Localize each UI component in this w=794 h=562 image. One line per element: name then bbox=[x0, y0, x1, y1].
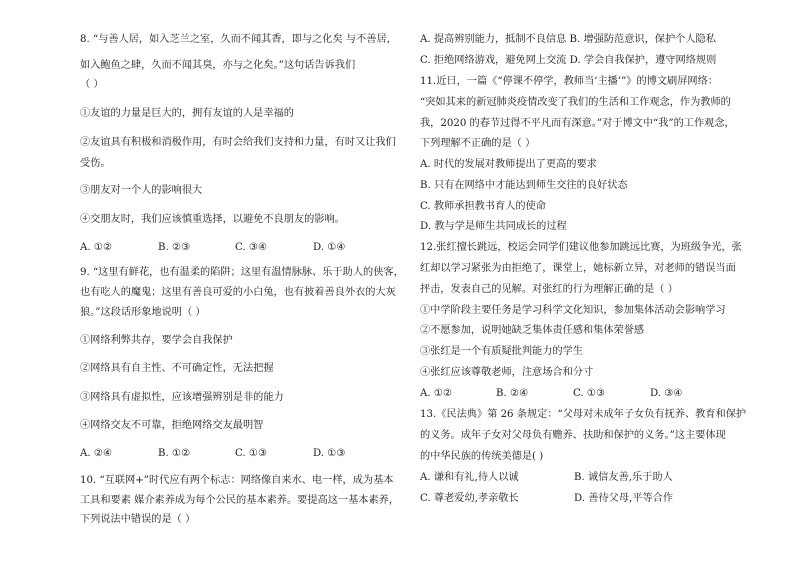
q9-statement: ④网络交友不可靠，拒绝网络交友最明智 bbox=[80, 420, 264, 431]
q13-option-a: A. 谦和有礼,待人以诚 bbox=[420, 472, 519, 483]
q9-line: 狼。”这段话形象地说明（ ） bbox=[80, 307, 206, 318]
q9-option-b: B. ①② bbox=[158, 448, 191, 459]
q11-line: 下列理解不正确的是（ ） bbox=[420, 138, 536, 149]
q10-line: 工具和要素 媒介素养成为每个公民的基本素养。要提高这一基本素养， bbox=[80, 495, 400, 506]
q8-option-c: C. ③④ bbox=[235, 242, 268, 253]
q9-line: 9. “这里有鲜花，也有温柔的陷阱；这里有温情脉脉、乐于助人的侠客， bbox=[80, 267, 404, 278]
q13-line: 13.《民法典》第 26 条规定：“父母对未成年子女负有抚养、教育和保护 bbox=[420, 409, 747, 420]
q11-line: 11.近日，一篇《“停课不停学，教师当‘主播’”》的博文刷屏网络： bbox=[420, 76, 718, 87]
q11-option-b: B. 只有在网络中才能达到师生交往的良好状态 bbox=[420, 180, 628, 191]
q8-line: （ ） bbox=[80, 79, 104, 90]
q11-line: “突如其来的新冠肺炎疫情改变了我们的生活和工作观念，作为教师的 bbox=[420, 97, 731, 108]
q13-option-b: B. 诚信友善,乐于助人 bbox=[574, 472, 673, 483]
q10-options-ab: A. 提高辨别能力，抵制不良信息 B. 增强防范意识，保护个人隐私 bbox=[420, 34, 716, 45]
q12-option-a: A. ①② bbox=[420, 388, 453, 399]
q13-option-d: D. 善待父母,平等合作 bbox=[574, 493, 674, 504]
q12-statement: ③张红是一个有质疑批判能力的学生 bbox=[420, 346, 583, 357]
q9-statement: ①网络利弊共存，要学会自我保护 bbox=[80, 335, 233, 346]
q12-statement: ②不愿参加，说明她缺乏集体责任感和集体荣誉感 bbox=[420, 325, 645, 336]
q8-option-b: B. ②③ bbox=[158, 242, 191, 253]
q8-line: 8. “与善人居，如入芝兰之室，久而不闻其香，即与之化矣 与不善居， bbox=[80, 34, 397, 45]
q9-statement: ②网络具有自主性、不可确定性，无法把握 bbox=[80, 363, 274, 374]
q11-option-d: D. 教与学是师生共同成长的过程 bbox=[420, 221, 567, 232]
q12-statement: ①中学阶段主要任务是学习科学文化知识，参加集体活动会影响学习 bbox=[420, 305, 726, 316]
q11-option-a: A. 时代的发展对教师提出了更高的要求 bbox=[420, 159, 597, 170]
q8-statement: ③朋友对一个人的影响很大 bbox=[80, 185, 203, 196]
q12-option-c: C. ①③ bbox=[573, 388, 606, 399]
q10-options-cd: C. 拒绝网络游戏，避免网上交流 D. 学会自我保护，遵守网络规则 bbox=[420, 55, 717, 66]
q11-option-c: C. 教师承担教书育人的使命 bbox=[420, 201, 546, 212]
q13-option-c: C. 尊老爱幼,孝亲敬长 bbox=[420, 493, 519, 504]
q8-statement: ①友谊的力量是巨大的，拥有友谊的人是幸福的 bbox=[80, 108, 294, 119]
q9-option-c: C. ①③ bbox=[235, 448, 268, 459]
q8-statement: ②友谊具有积极和消极作用，有时会给我们支持和力量，有时又让我们 bbox=[80, 137, 396, 148]
q12-line: 抨击，发表自己的见解。对张红的行为理解正确的是（ ） bbox=[420, 284, 678, 295]
q12-line: 红却以学习紧张为由拒绝了，课堂上，她标新立异，对老师的错误当面 bbox=[420, 263, 736, 274]
q10-line: 10. “互联网+”时代应有两个标志：网络像自来水、电一样，成为基本 bbox=[80, 475, 394, 486]
q13-line: 的中华民族的传统美德是( ) bbox=[420, 451, 544, 462]
q9-statement: ③网络具有虚拟性，应该增强辨别是非的能力 bbox=[80, 392, 284, 403]
q10-line: 下列说法中错误的是（ ） bbox=[80, 514, 196, 525]
q13-line: 的义务。成年子女对父母负有赡养、扶助和保护的义务。”这主要体现 bbox=[420, 430, 726, 441]
q9-option-a: A. ②④ bbox=[80, 448, 113, 459]
q9-line: 也有吃人的魔鬼；这里有善良可爱的小白兔，也有披着善良外衣的大灰 bbox=[80, 287, 396, 298]
q12-option-d: D. ③④ bbox=[650, 388, 683, 399]
q8-line: 如入鲍鱼之肆，久而不闻其臭，亦与之化矣。”这句话告诉我们 bbox=[80, 60, 356, 71]
q9-option-d: D. ①③ bbox=[313, 448, 346, 459]
q12-option-b: B. ②④ bbox=[496, 388, 529, 399]
q8-statement: 受伤。 bbox=[80, 158, 111, 169]
q8-option-a: A. ①② bbox=[80, 242, 113, 253]
q11-line: 我，2020 的春节过得不平凡而有深意。”对于博文中“我”的工作观念， bbox=[420, 118, 735, 129]
q8-statement: ④交朋友时，我们应该慎重选择，以避免不良朋友的影响。 bbox=[80, 214, 345, 225]
q12-statement: ④张红应该尊敬老师，注意场合和分寸 bbox=[420, 367, 594, 378]
q12-line: 12.张红擅长跳远，校运会同学们建议他参加跳远比赛，为班级争光，张 bbox=[420, 242, 742, 253]
q8-option-d: D. ①④ bbox=[313, 242, 346, 253]
